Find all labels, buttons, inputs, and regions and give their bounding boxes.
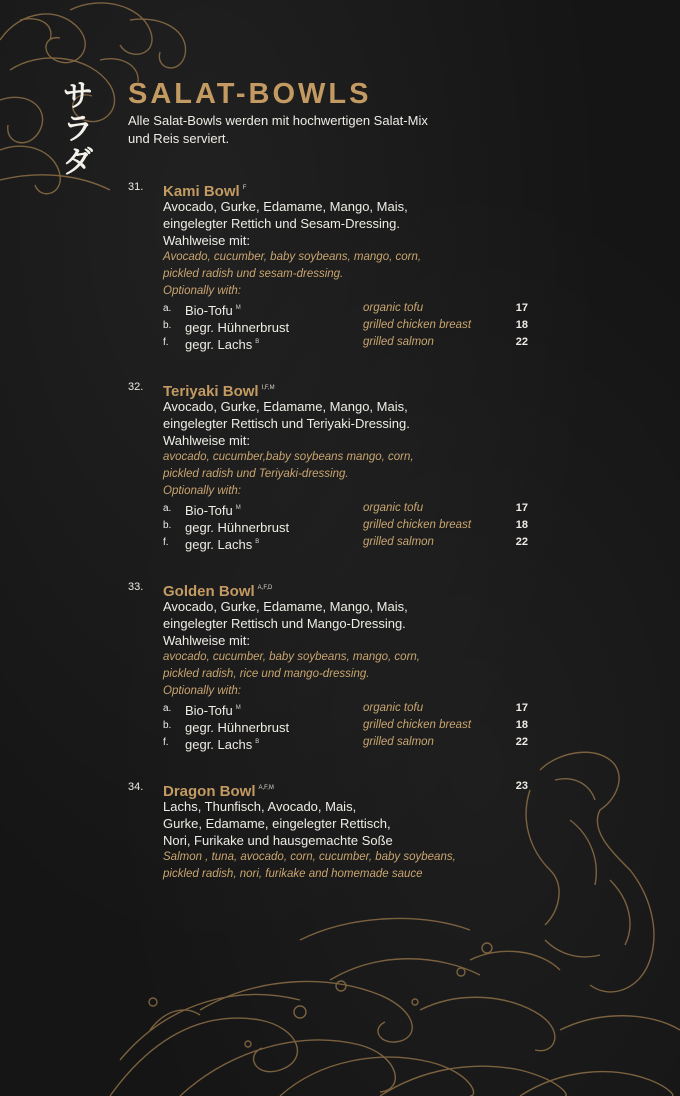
description-de: Avocado, Gurke, Edamame, Mango, Mais, (163, 599, 408, 614)
option-letter: f. (163, 537, 169, 548)
option-row (163, 717, 528, 734)
option-allergen: M (235, 505, 241, 511)
dish-number: 32. (128, 381, 144, 393)
option-letter: a. (163, 703, 172, 714)
description-de: Avocado, Gurke, Edamame, Mango, Mais, (163, 199, 408, 214)
dish-number: 33. (128, 581, 144, 593)
option-allergen: M (235, 305, 241, 311)
description-en: pickled radish und Teriyaki-dressing. (163, 468, 349, 480)
option-allergen: B (255, 339, 260, 345)
dish-number: 31. (128, 181, 144, 193)
option-price: 17 (515, 702, 528, 714)
option-price: 18 (515, 319, 528, 331)
allergen-codes: I,F,M (261, 385, 275, 391)
description-de: Avocado, Gurke, Edamame, Mango, Mais, (163, 399, 408, 414)
option-row (163, 700, 528, 717)
dish-number: 34. (128, 781, 144, 793)
vertical-title-char: ラ (63, 112, 93, 147)
vertical-japanese-title (58, 80, 98, 179)
option-letter: f. (163, 737, 169, 748)
description-de: eingelegter Rettisch und Mango-Dressing. (163, 616, 406, 631)
description-de: eingelegter Rettisch und Teriyaki-Dressing. (163, 416, 410, 431)
dish-name (163, 178, 528, 198)
option-name-en: grilled salmon (363, 536, 434, 548)
option-name-en: grilled salmon (363, 736, 434, 748)
dish-name (163, 578, 528, 598)
option-name-de (185, 534, 259, 553)
option-name-text: gegr. Lachs (185, 537, 253, 552)
option-name-en: grilled salmon (363, 336, 434, 348)
description-de: Wahlweise mit: (163, 633, 250, 648)
option-letter: a. (163, 503, 172, 514)
dish-price: 23 (515, 780, 528, 792)
option-price: 17 (515, 502, 528, 514)
description-de: eingelegter Rettich und Sesam-Dressing. (163, 216, 401, 231)
option-row (163, 517, 528, 534)
description-en: pickled radish, rice und mango-dressing. (163, 668, 370, 680)
option-name-en: organic tofu (363, 502, 424, 514)
option-row (163, 300, 528, 317)
description-en: Avocado, cucumber, baby soybeans, mango, corn, (163, 251, 422, 263)
dish-name-text: Dragon Bowl (163, 783, 256, 800)
description-en: avocado, cucumber,baby soybeans mango, corn, (163, 451, 414, 463)
option-name-en: organic tofu (363, 702, 424, 714)
option-name-en: grilled chicken breast (363, 719, 472, 731)
option-name-text: gegr. Lachs (185, 737, 253, 752)
option-name-en: grilled chicken breast (363, 519, 472, 531)
option-price: 22 (515, 536, 528, 548)
option-name-text: gegr. Hühnerbrust (185, 520, 290, 535)
intro-line: und Reis serviert. (128, 131, 230, 146)
option-name-text: Bio-Tofu (185, 703, 233, 718)
intro-line: Alle Salat-Bowls werden mit hochwertigen Salat-Mix (128, 113, 428, 128)
option-price: 18 (515, 519, 528, 531)
option-name-text: Bio-Tofu (185, 303, 233, 318)
description-en: Optionally with: (163, 685, 241, 697)
option-letter: b. (163, 520, 172, 531)
dish-name (163, 778, 528, 798)
page-title: SALAT-BOWLS (128, 78, 372, 110)
option-name-text: gegr. Lachs (185, 337, 253, 352)
description-en: pickled radish, nori, furikake and homemade sauce (163, 868, 423, 880)
option-name-de (185, 334, 259, 353)
option-letter: b. (163, 320, 172, 331)
description-en: Optionally with: (163, 485, 241, 497)
dish-name-text: Teriyaki Bowl (163, 383, 259, 400)
description-en: pickled radish und sesam-dressing. (163, 268, 344, 280)
dish-name-text: Golden Bowl (163, 583, 255, 600)
option-row (163, 334, 528, 351)
option-price: 22 (515, 336, 528, 348)
option-name-text: Bio-Tofu (185, 503, 233, 518)
option-allergen: M (235, 705, 241, 711)
vertical-title-char: サ (63, 79, 93, 114)
dish-name-text: Kami Bowl (163, 183, 240, 200)
option-allergen: B (255, 739, 260, 745)
option-price: 22 (515, 736, 528, 748)
option-name-en: organic tofu (363, 302, 424, 314)
description-de: Wahlweise mit: (163, 233, 250, 248)
option-letter: f. (163, 337, 169, 348)
description-de: Gurke, Edamame, eingelegter Rettisch, (163, 816, 391, 831)
option-name-text: gegr. Hühnerbrust (185, 320, 290, 335)
option-price: 17 (515, 302, 528, 314)
allergen-codes: A,F,M (258, 785, 274, 791)
intro-text (128, 112, 488, 148)
vertical-title-char: ダ (63, 145, 93, 180)
description-de: Wahlweise mit: (163, 433, 250, 448)
description-en: Optionally with: (163, 285, 241, 297)
option-name-de (185, 734, 259, 753)
option-allergen: B (255, 539, 260, 545)
dish-name (163, 378, 528, 398)
option-row (163, 734, 528, 751)
description-de: Nori, Furikake und hausgemachte Soße (163, 833, 393, 848)
allergen-codes: F (242, 185, 247, 191)
option-row (163, 534, 528, 551)
option-price: 18 (515, 719, 528, 731)
option-letter: b. (163, 720, 172, 731)
option-row (163, 500, 528, 517)
description-en: avocado, cucumber, baby soybeans, mango, corn, (163, 651, 420, 663)
description-en: Salmon , tuna, avocado, corn, cucumber, baby soybeans, (163, 851, 456, 863)
description-de: Lachs, Thunfisch, Avocado, Mais, (163, 799, 357, 814)
option-name-text: gegr. Hühnerbrust (185, 720, 290, 735)
allergen-codes: A,F,D (257, 585, 273, 591)
option-row (163, 317, 528, 334)
option-name-en: grilled chicken breast (363, 319, 472, 331)
option-letter: a. (163, 303, 172, 314)
